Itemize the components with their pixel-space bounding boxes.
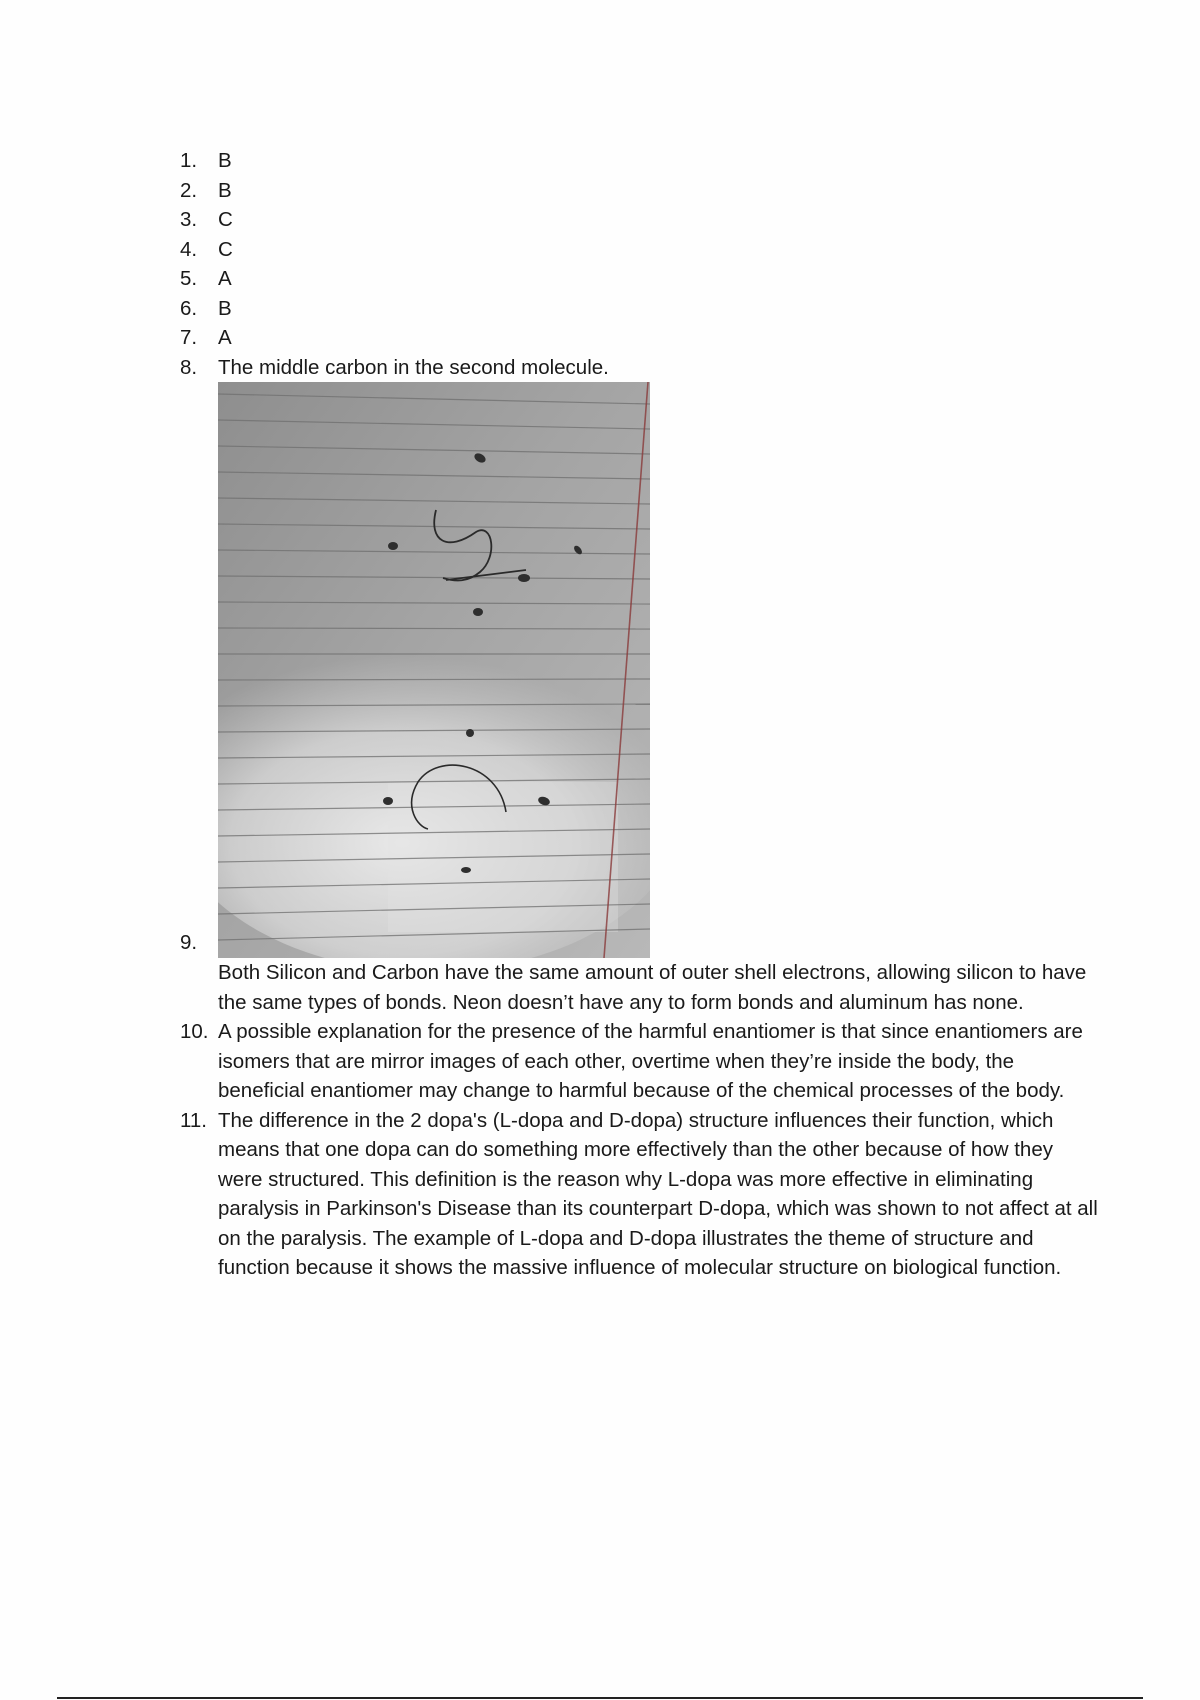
list-item — [180, 382, 1100, 1017]
item-number: 8. — [180, 355, 198, 379]
list-item — [180, 1106, 1100, 1283]
photo-container — [218, 382, 1100, 958]
item-text: B — [218, 296, 232, 320]
item-text: The middle carbon in the second molecule. — [218, 355, 609, 379]
item-text: The difference in the 2 dopa's (L-dopa and D-dopa) structure influences their function, which means that one dopa can do something more effectively than the other because of how they were structured. This definition is the reason why L-dopa was more effective in eliminating paralysis in Parkinson's Disease than its counterpart D-dopa, which was shown to not affect at all on the paralysis. The example of L-dopa and D-dopa illustrates the theme of structure and function because it shows the massive influence of molecular structure on biological function. — [218, 1108, 1098, 1279]
item-number: 11. — [180, 1108, 207, 1132]
list-item — [180, 205, 1100, 235]
list-item — [180, 235, 1100, 265]
list-item — [180, 1017, 1100, 1106]
item-number: 6. — [180, 296, 198, 320]
answer-list — [180, 146, 1100, 1283]
list-item — [180, 146, 1100, 176]
handwritten-lewis-dot-diagram-photo-icon — [218, 382, 650, 958]
item-text: A — [218, 267, 232, 290]
item-text: Both Silicon and Carbon have the same amount of outer shell electrons, allowing silicon to have the same types of bonds. Neon doesn’t have any to form bonds and aluminum has none. — [218, 961, 1087, 1014]
list-item — [180, 323, 1100, 353]
item-text: B — [218, 149, 232, 172]
item-text: C — [218, 208, 233, 231]
item-number: 1. — [180, 149, 198, 172]
list-item — [180, 176, 1100, 206]
item-number: 10. — [180, 1020, 209, 1043]
item-number: 2. — [180, 178, 198, 202]
item-text: B — [218, 178, 232, 202]
item-text: C — [218, 237, 233, 261]
list-item — [180, 353, 1100, 383]
footer-divider — [57, 1697, 1143, 1699]
list-item — [180, 264, 1100, 294]
item-number: 4. — [180, 237, 198, 261]
item-number: 7. — [180, 326, 198, 349]
item-text: A possible explanation for the presence of the harmful enantiomer is that since enantiomers are isomers that are mirror images of each other, overtime when they’re inside the body, the beneficial enantiomer may change to harmful because of the chemical processes of the body. — [218, 1020, 1083, 1102]
list-item — [180, 294, 1100, 324]
item-number: 3. — [180, 208, 198, 231]
item-number: 5. — [180, 267, 198, 290]
item-text: A — [218, 326, 232, 349]
item-number: 9. — [180, 931, 198, 954]
